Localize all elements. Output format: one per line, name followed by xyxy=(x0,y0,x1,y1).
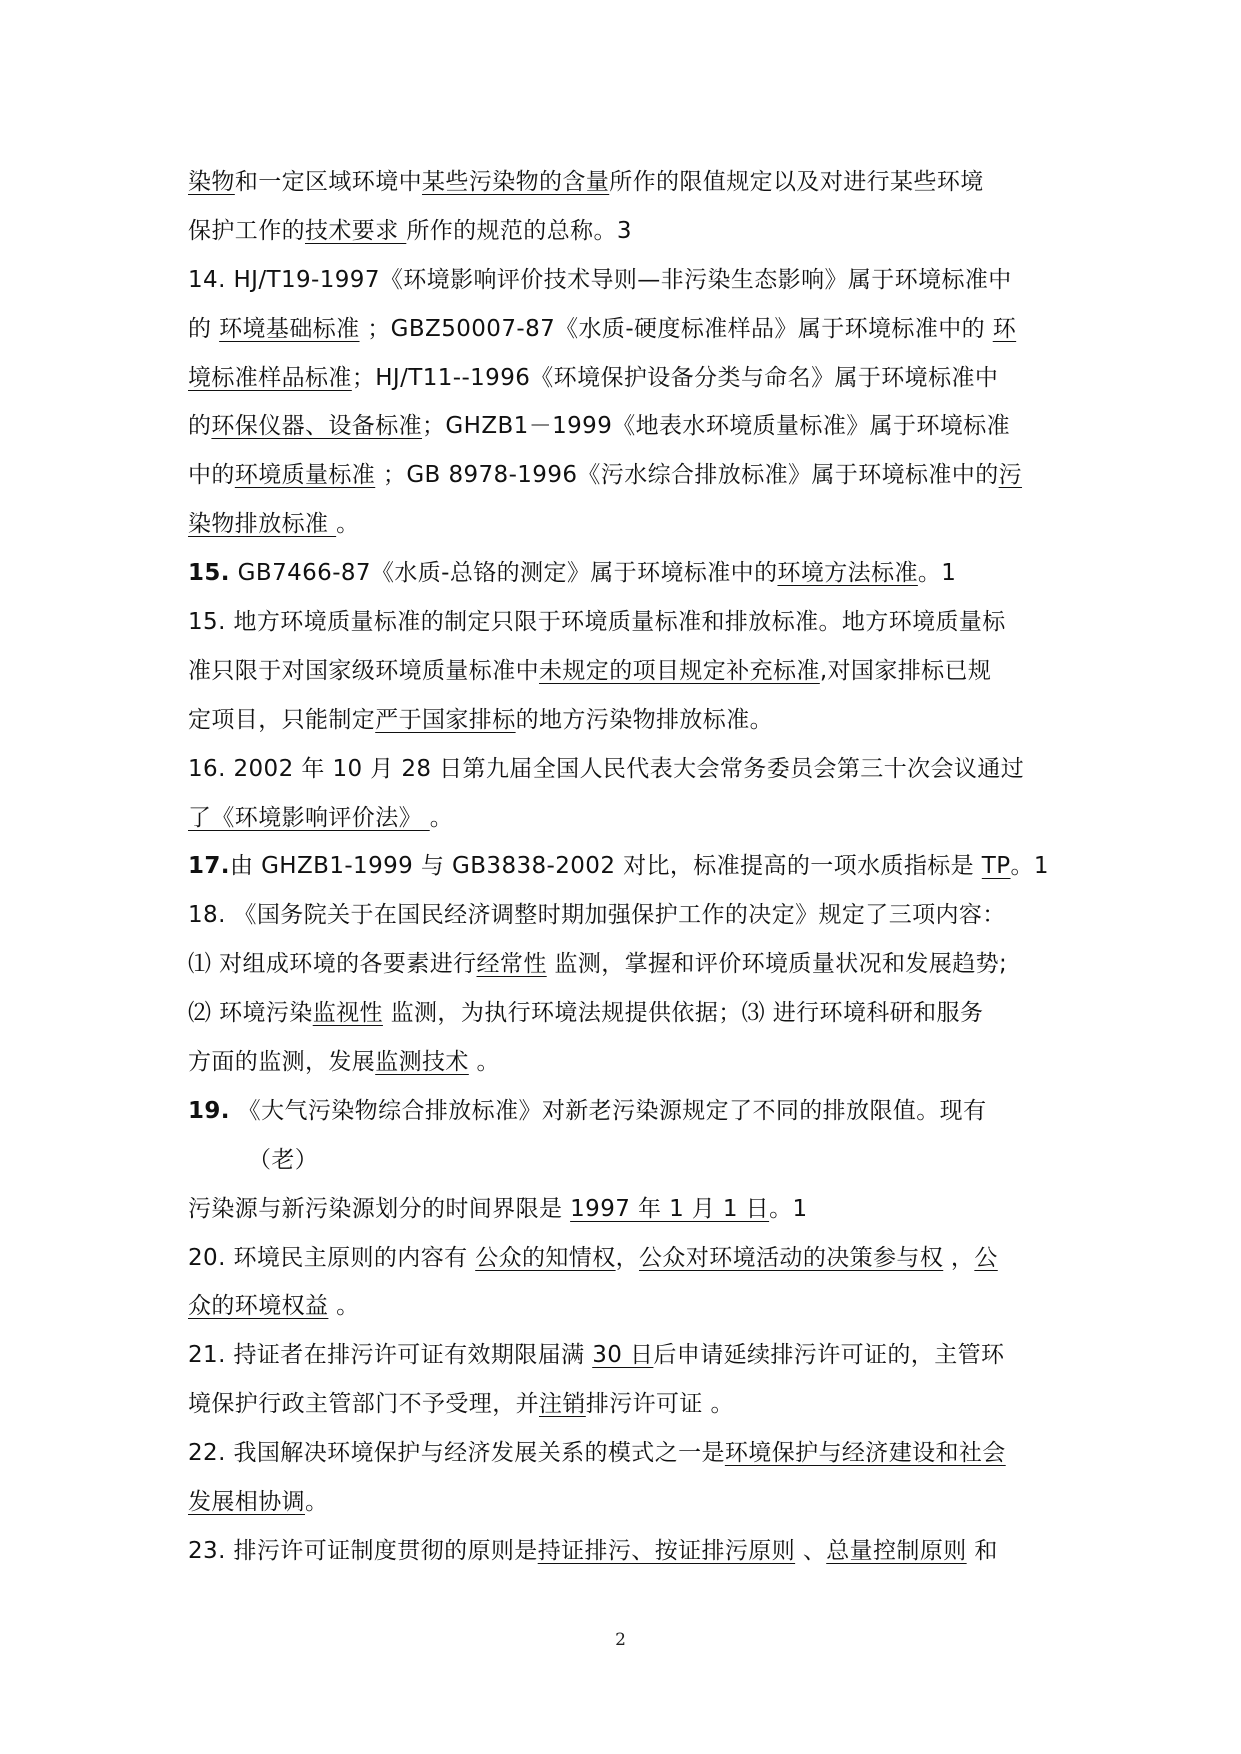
text-line xyxy=(188,1136,1063,1185)
text-segment: 。 xyxy=(305,1489,329,1516)
text-line xyxy=(188,1234,1063,1283)
text-segment: 23. 排污许可证制度贯彻的原则是 xyxy=(188,1537,538,1564)
text-segment: ；GHZB1－1999《地表水环境质量标准》属于环境标准 xyxy=(422,413,1011,440)
answer-blank: 公 xyxy=(974,1244,998,1271)
text-line xyxy=(188,158,1063,207)
text-segment: ,对国家排标已规 xyxy=(819,657,992,684)
text-segment: 16. 2002 年 10 月 28 日第九届全国人民代表大会常务委员会第三十次会议通过 xyxy=(188,755,1025,782)
text-line xyxy=(188,1331,1063,1380)
text-line xyxy=(188,354,1063,403)
document-body xyxy=(188,158,1063,1576)
answer-blank: 环境基础标准 xyxy=(219,315,360,342)
answer-blank: 公众对环境活动的决策参与权 xyxy=(639,1244,944,1271)
text-segment: 19. xyxy=(188,1097,230,1124)
text-segment: 所作的规范的总称。3 xyxy=(406,217,632,244)
text-segment: 。1 xyxy=(917,560,957,587)
text-line xyxy=(188,794,1063,843)
text-segment: 定项目，只能制定 xyxy=(188,706,376,733)
text-segment: 由 GHZB1-1999 与 GB3838-2002 对比，标准提高的一项水质指标是 xyxy=(229,853,982,880)
text-segment: 。1 xyxy=(1010,853,1049,880)
text-line xyxy=(188,305,1063,354)
answer-blank: 染物排放标准 xyxy=(188,511,337,538)
text-line xyxy=(188,696,1063,745)
text-line xyxy=(188,500,1063,549)
text-line xyxy=(188,842,1063,891)
answer-blank: 环境方法标准 xyxy=(777,560,918,587)
text-segment: ；GBZ50007-87《水质-硬度标准样品》属于环境标准中的 xyxy=(359,315,993,342)
text-line xyxy=(188,598,1063,647)
text-line xyxy=(188,891,1063,940)
text-line xyxy=(188,647,1063,696)
text-line xyxy=(188,1527,1063,1576)
answer-blank: 了《环境影响评价法》 xyxy=(188,804,430,831)
answer-blank: 境标准样品标准 xyxy=(188,364,352,391)
answer-blank: 经常性 xyxy=(476,951,547,978)
text-segment: 所作的限值规定以及对进行某些环境 xyxy=(609,169,984,195)
answer-blank: 严于国家排标 xyxy=(375,706,516,733)
text-segment: 、 xyxy=(795,1537,827,1564)
text-segment: 中的 xyxy=(188,462,235,489)
answer-blank: 监视性 xyxy=(312,1000,383,1027)
text-segment: 《大气污染物综合排放标准》对新老污染源规定了不同的排放限值。现有 xyxy=(229,1097,987,1124)
answer-blank: 污 xyxy=(998,462,1023,489)
text-segment: 15. 地方环境质量标准的制定只限于环境质量标准和排放标准。地方环境质量标 xyxy=(188,609,1006,636)
text-line xyxy=(188,451,1063,500)
text-line xyxy=(188,989,1063,1038)
text-segment: 14. HJ/T19-1997《环境影响评价技术导则—非污染生态影响》属于环境标准中 xyxy=(188,266,1012,293)
text-line xyxy=(188,549,1063,598)
text-segment: 。1 xyxy=(769,1195,808,1222)
answer-blank: 环境质量标准 xyxy=(234,462,376,489)
text-segment: 监测，为执行环境法规提供依据；⑶ 进行环境科研和服务 xyxy=(382,1000,984,1027)
text-segment: 境保护行政主管部门不予受理，并 xyxy=(188,1391,539,1418)
text-segment: 17. xyxy=(188,853,230,880)
text-segment: 的地方污染物排放标准。 xyxy=(515,706,774,733)
answer-blank: 发展相协调 xyxy=(188,1489,305,1516)
text-segment: ；HJ/T11--1996《环境保护设备分类与命名》属于环境标准中 xyxy=(351,364,999,391)
text-line xyxy=(188,1478,1063,1527)
answer-blank: 持证排污、按证排污原则 xyxy=(537,1537,796,1564)
answer-blank: 未规定的项目规定补充标准 xyxy=(539,657,820,684)
answer-blank: 某些污染物的含量 xyxy=(422,169,610,195)
text-segment: ；GB 8978-1996《污水综合排放标准》属于环境标准中的 xyxy=(375,462,999,489)
answer-blank: 30 日 xyxy=(592,1342,654,1369)
text-line xyxy=(188,940,1063,989)
text-segment: （老） xyxy=(248,1146,319,1173)
text-line xyxy=(188,1380,1063,1429)
text-segment: 准只限于对国家级环境质量标准中 xyxy=(188,657,539,684)
text-line xyxy=(188,1185,1063,1234)
answer-blank: 公众的知情权 xyxy=(475,1244,616,1271)
text-segment: 监测，掌握和评价环境质量状况和发展趋势; xyxy=(546,951,1008,978)
text-segment: 污染源与新污染源划分的时间界限是 xyxy=(188,1195,571,1222)
text-segment: 。 xyxy=(468,1049,500,1076)
text-segment: 方面的监测，发展 xyxy=(188,1049,376,1076)
answer-blank: TP xyxy=(981,853,1011,880)
text-segment: 21. 持证者在排污许可证有效期限届满 xyxy=(188,1342,593,1369)
text-segment: 后申请延续排污许可证的，主管环 xyxy=(653,1342,1005,1369)
text-segment: 。 xyxy=(336,511,360,538)
page-number: 2 xyxy=(615,1630,626,1650)
text-line xyxy=(188,207,1063,256)
answer-blank: 1997 年 1 月 1 日 xyxy=(570,1195,770,1222)
text-segment: 。 xyxy=(429,804,454,831)
text-line xyxy=(188,1282,1063,1331)
text-segment: 和 xyxy=(966,1537,998,1564)
answer-blank: 环保仪器、设备标准 xyxy=(211,413,423,440)
text-line xyxy=(188,402,1063,451)
answer-blank: 众的环境权益 xyxy=(188,1293,329,1320)
text-segment: 。 xyxy=(328,1293,360,1320)
text-segment: 的 xyxy=(188,413,212,440)
text-segment: ⑴ 对组成环境的各要素进行 xyxy=(188,951,477,978)
text-segment: 和一定区域环境中 xyxy=(234,169,423,195)
answer-blank: 环境保护与经济建设和社会 xyxy=(724,1440,1006,1467)
text-segment: GB7466-87《水质-总铬的测定》属于环境标准中的 xyxy=(229,560,778,587)
answer-blank: 环 xyxy=(992,315,1017,342)
text-segment: 20. 环境民主原则的内容有 xyxy=(188,1244,476,1271)
answer-blank: 染物 xyxy=(188,169,235,195)
text-line xyxy=(188,745,1063,794)
answer-blank: 技术要求 xyxy=(305,217,407,244)
text-segment: ， xyxy=(615,1244,640,1271)
text-segment: 22. 我国解决环境保护与经济发展关系的模式之一是 xyxy=(188,1440,725,1467)
text-line xyxy=(188,256,1063,305)
text-segment: 的 xyxy=(188,315,220,342)
answer-blank: 监测技术 xyxy=(375,1049,469,1076)
text-segment: 排污许可证 。 xyxy=(585,1391,734,1418)
answer-blank: 注销 xyxy=(539,1391,586,1418)
text-segment: 保护工作的 xyxy=(188,217,305,244)
text-line xyxy=(188,1038,1063,1087)
answer-blank: 总量控制原则 xyxy=(826,1537,967,1564)
text-segment: ， xyxy=(943,1244,975,1271)
text-segment: 15. xyxy=(188,560,230,587)
text-segment: 18. 《国务院关于在国民经济调整时期加强保护工作的决定》规定了三项内容： xyxy=(188,902,1006,929)
text-segment: ⑵ 环境污染 xyxy=(188,1000,313,1027)
text-line xyxy=(188,1429,1063,1478)
text-line xyxy=(188,1087,1063,1136)
